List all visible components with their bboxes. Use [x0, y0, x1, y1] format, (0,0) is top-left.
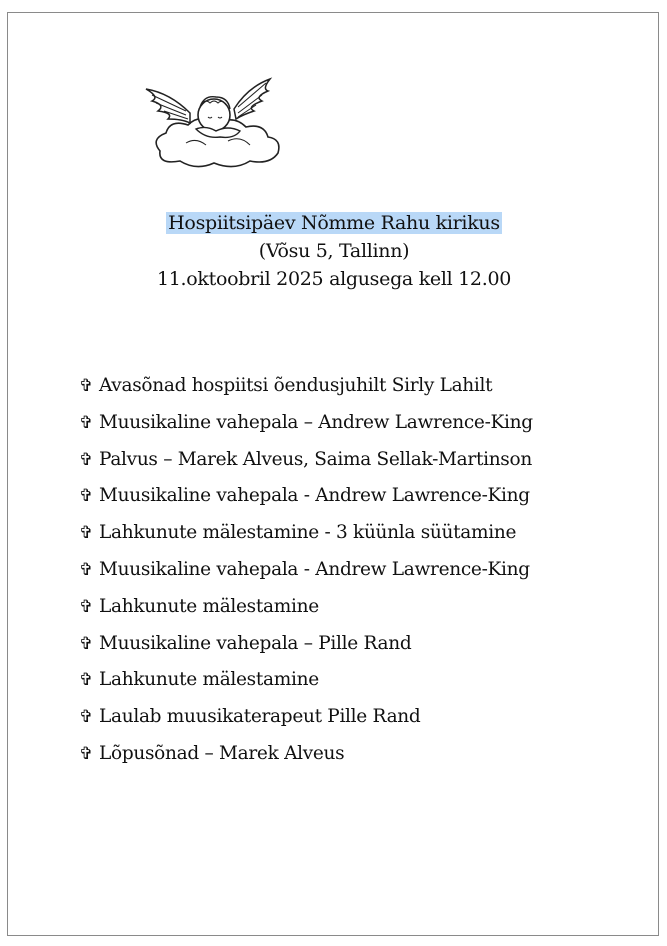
event-datetime: 11.oktoobril 2025 algusega kell 12.00: [156, 268, 512, 290]
program-item-text: Muusikaline vahepala - Andrew Lawrence-King: [99, 485, 530, 507]
event-title-line: [8, 209, 660, 237]
program-list: [79, 372, 533, 777]
program-item: [79, 740, 533, 777]
angel-illustration: [130, 59, 306, 191]
program-item-text: Muusikaline vahepala – Pille Rand: [99, 632, 412, 654]
cross-icon: ✞: [79, 449, 93, 470]
program-item-text: Muusikaline vahepala – Andrew Lawrence-King: [99, 411, 533, 433]
program-item-text: Laulab muusikaterapeut Pille Rand: [99, 706, 421, 728]
cross-icon: ✞: [79, 707, 93, 728]
program-item: [79, 446, 533, 483]
cross-icon: ✞: [79, 633, 93, 654]
event-location: (Võsu 5, Tallinn): [258, 240, 410, 262]
program-item-text: Lahkunute mälestamine: [99, 595, 319, 617]
cross-icon: ✞: [79, 523, 93, 544]
cross-icon: ✞: [79, 412, 93, 433]
program-item: [79, 519, 533, 556]
program-item: [79, 593, 533, 630]
cross-icon: ✞: [79, 559, 93, 580]
program-item-text: Avasõnad hospiitsi õendusjuhilt Sirly Lahilt: [99, 375, 493, 396]
program-item-text: Lõpusõnad – Marek Alveus: [99, 742, 345, 764]
program-item-text: Lahkunute mälestamine: [99, 669, 319, 691]
program-item: [79, 666, 533, 703]
program-item: [79, 409, 533, 446]
program-item: [79, 556, 533, 593]
program-item-text: Palvus – Marek Alveus, Saima Sellak-Martinson: [99, 448, 532, 470]
cross-icon: ✞: [79, 596, 93, 617]
event-header: [8, 209, 660, 293]
event-title: Hospiitsipäev Nõmme Rahu kirikus: [168, 212, 500, 234]
program-item-text: Muusikaline vahepala - Andrew Lawrence-King: [99, 558, 530, 580]
program-item-text: Lahkunute mälestamine - 3 küünla süütamine: [99, 522, 517, 544]
program-item: [79, 372, 533, 409]
program-item: [79, 482, 533, 519]
program-item: [79, 630, 533, 667]
cross-icon: ✞: [79, 376, 93, 396]
program-item: [79, 703, 533, 740]
cross-icon: ✞: [79, 743, 93, 764]
document-page: [7, 12, 659, 936]
cross-icon: ✞: [79, 486, 93, 507]
cross-icon: ✞: [79, 670, 93, 691]
